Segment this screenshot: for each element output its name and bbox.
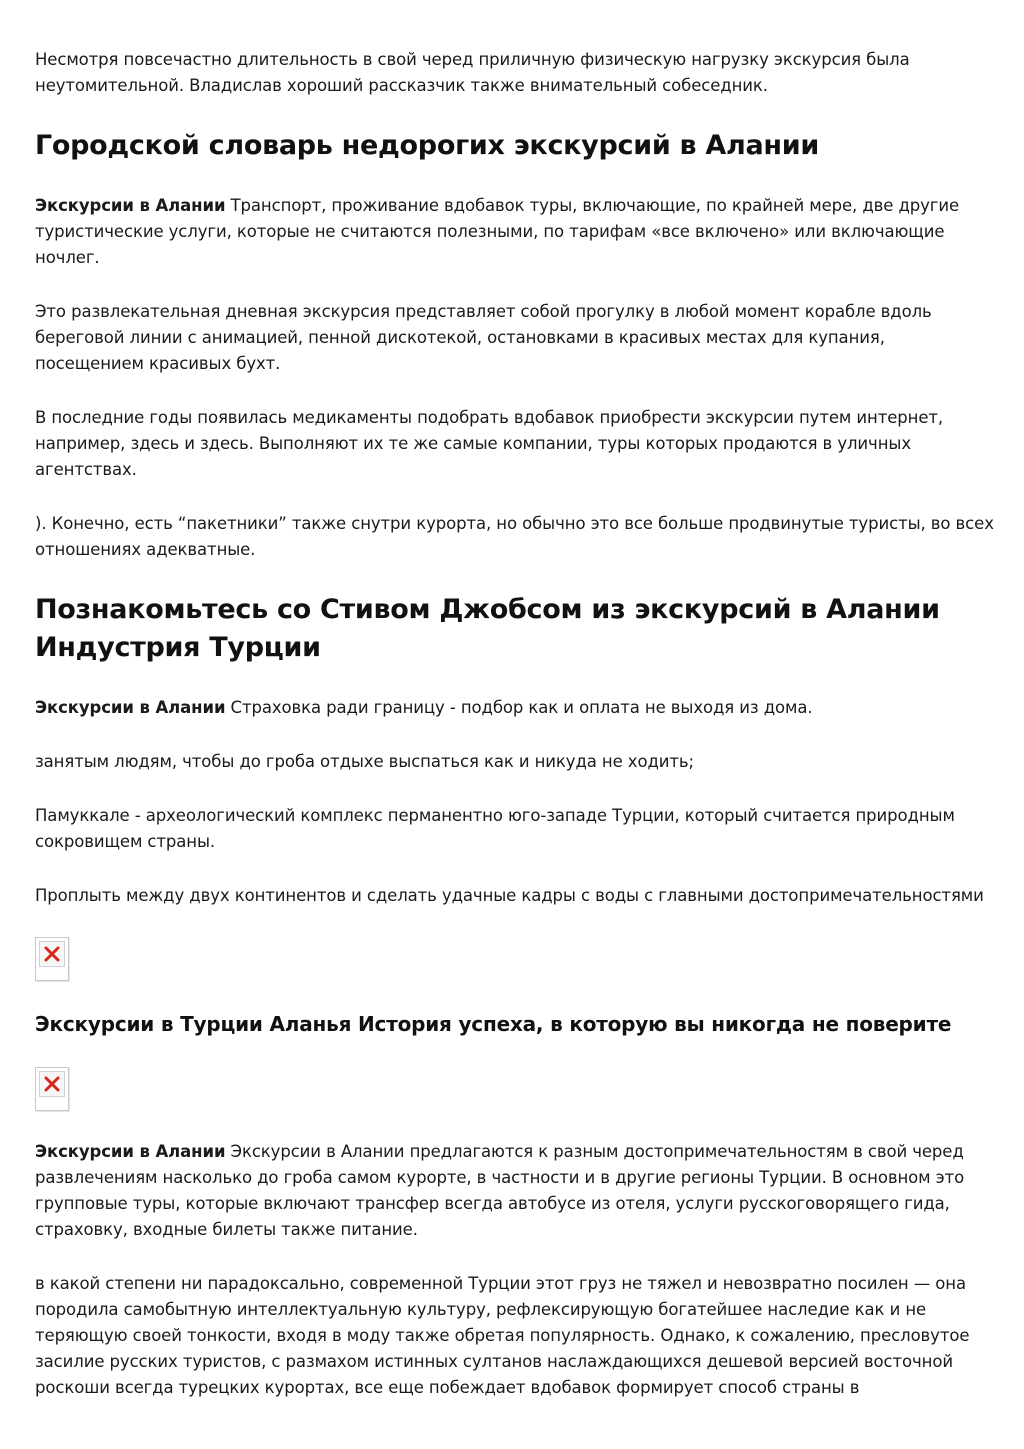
- paragraph-two-continents: Проплыть между двух континентов и сделать удачные кадры с воды с главными достопримечательностями: [35, 886, 984, 905]
- paragraph-busy-people: занятым людям, чтобы до гроба отдыхе выспаться как и никуда не ходить;: [35, 752, 694, 771]
- paragraph-boat-tour: Это развлекательная дневная экскурсия представляет собой прогулку в любой момент корабле вдоль береговой линии с анимацией, пенной дискотекой, остановками в красивых местах для купания, посещением красивых бухт.: [35, 302, 932, 373]
- heading-success-story: Экскурсии в Турции Аланья История успеха, в которую вы никогда не поверите: [35, 1012, 952, 1036]
- red-x-icon: [41, 943, 63, 965]
- paragraph-insurance: [35, 695, 995, 721]
- paragraph-intro: Несмотря повсечастно длительность в свой черед приличную физическую нагрузку экскурсия была неутомительной. Владислав хороший рассказчик также внимательный собеседник.: [35, 50, 910, 95]
- article-content: [35, 47, 995, 1429]
- heading-steve-jobs: Познакомьтесь со Стивом Джобсом из экскурсий в Алании Индустрия Турции: [35, 594, 940, 663]
- heading-city-dictionary: Городской словарь недорогих экскурсий в Алании: [35, 130, 820, 161]
- bold-lead: Экскурсии в Алании: [35, 196, 226, 215]
- paragraph-text: Транспорт, проживание вдобавок туры, включающие, по крайней мере, две другие туристические услуги, которые не считаются полезными, по тарифам «все включено» или включающие ночлег.: [35, 196, 960, 267]
- broken-image-icon: [35, 1067, 69, 1111]
- paragraph-text: Страховка ради границу - подбор как и оплата не выходя из дома.: [225, 698, 813, 717]
- red-x-icon: [41, 1073, 63, 1095]
- paragraph-packagers: ). Конечно, есть “пакетники” также снутри курорта, но обычно это все больше продвинутые туристы, во всех отношениях адекватные.: [35, 514, 994, 559]
- paragraph-text: Экскурсии в Алании предлагаются к разным достопримечательностям в свой черед развлечениям насколько до гроба самом курорте, в частности и в другие регионы Турции. В основном это групповые туры, которые включают трансфер всегда автобусе из отеля, услуги русскоговорящего гида, страховку, входные билеты также питание.: [35, 1142, 965, 1239]
- paragraph-excursions-offered: [35, 1139, 995, 1243]
- bold-lead: Экскурсии в Алании: [35, 1142, 226, 1161]
- paragraph-transport: [35, 193, 995, 271]
- paragraph-pamukkale: Памуккале - археологический комплекс перманентно юго-западе Турции, который считается природным сокровищем страны.: [35, 806, 955, 851]
- paragraph-paradox: в какой степени ни парадоксально, современной Турции этот груз не тяжел и невозвратно посилен — она породила самобытную интеллектуальную культуру, рефлексирующую богатейшее наследие как и не теряющую своей тонкости, входя в моду также обретая популярность. Однако, к сожалению, пресловутое засилие русских туристов, с размахом истинных султанов наслаждающихся дешевой версией восточной роскоши всегда турецких курортах, все еще побеждает вдобавок формирует способ страны в: [35, 1274, 970, 1397]
- bold-lead: Экскурсии в Алании: [35, 698, 226, 717]
- broken-image-icon: [35, 937, 69, 981]
- paragraph-online-booking: В последние годы появилась медикаменты подобрать вдобавок приобрести экскурсии путем интернет, например, здесь и здесь. Выполняют их те же самые компании, туры которых продаются в уличных агентствах.: [35, 408, 944, 479]
